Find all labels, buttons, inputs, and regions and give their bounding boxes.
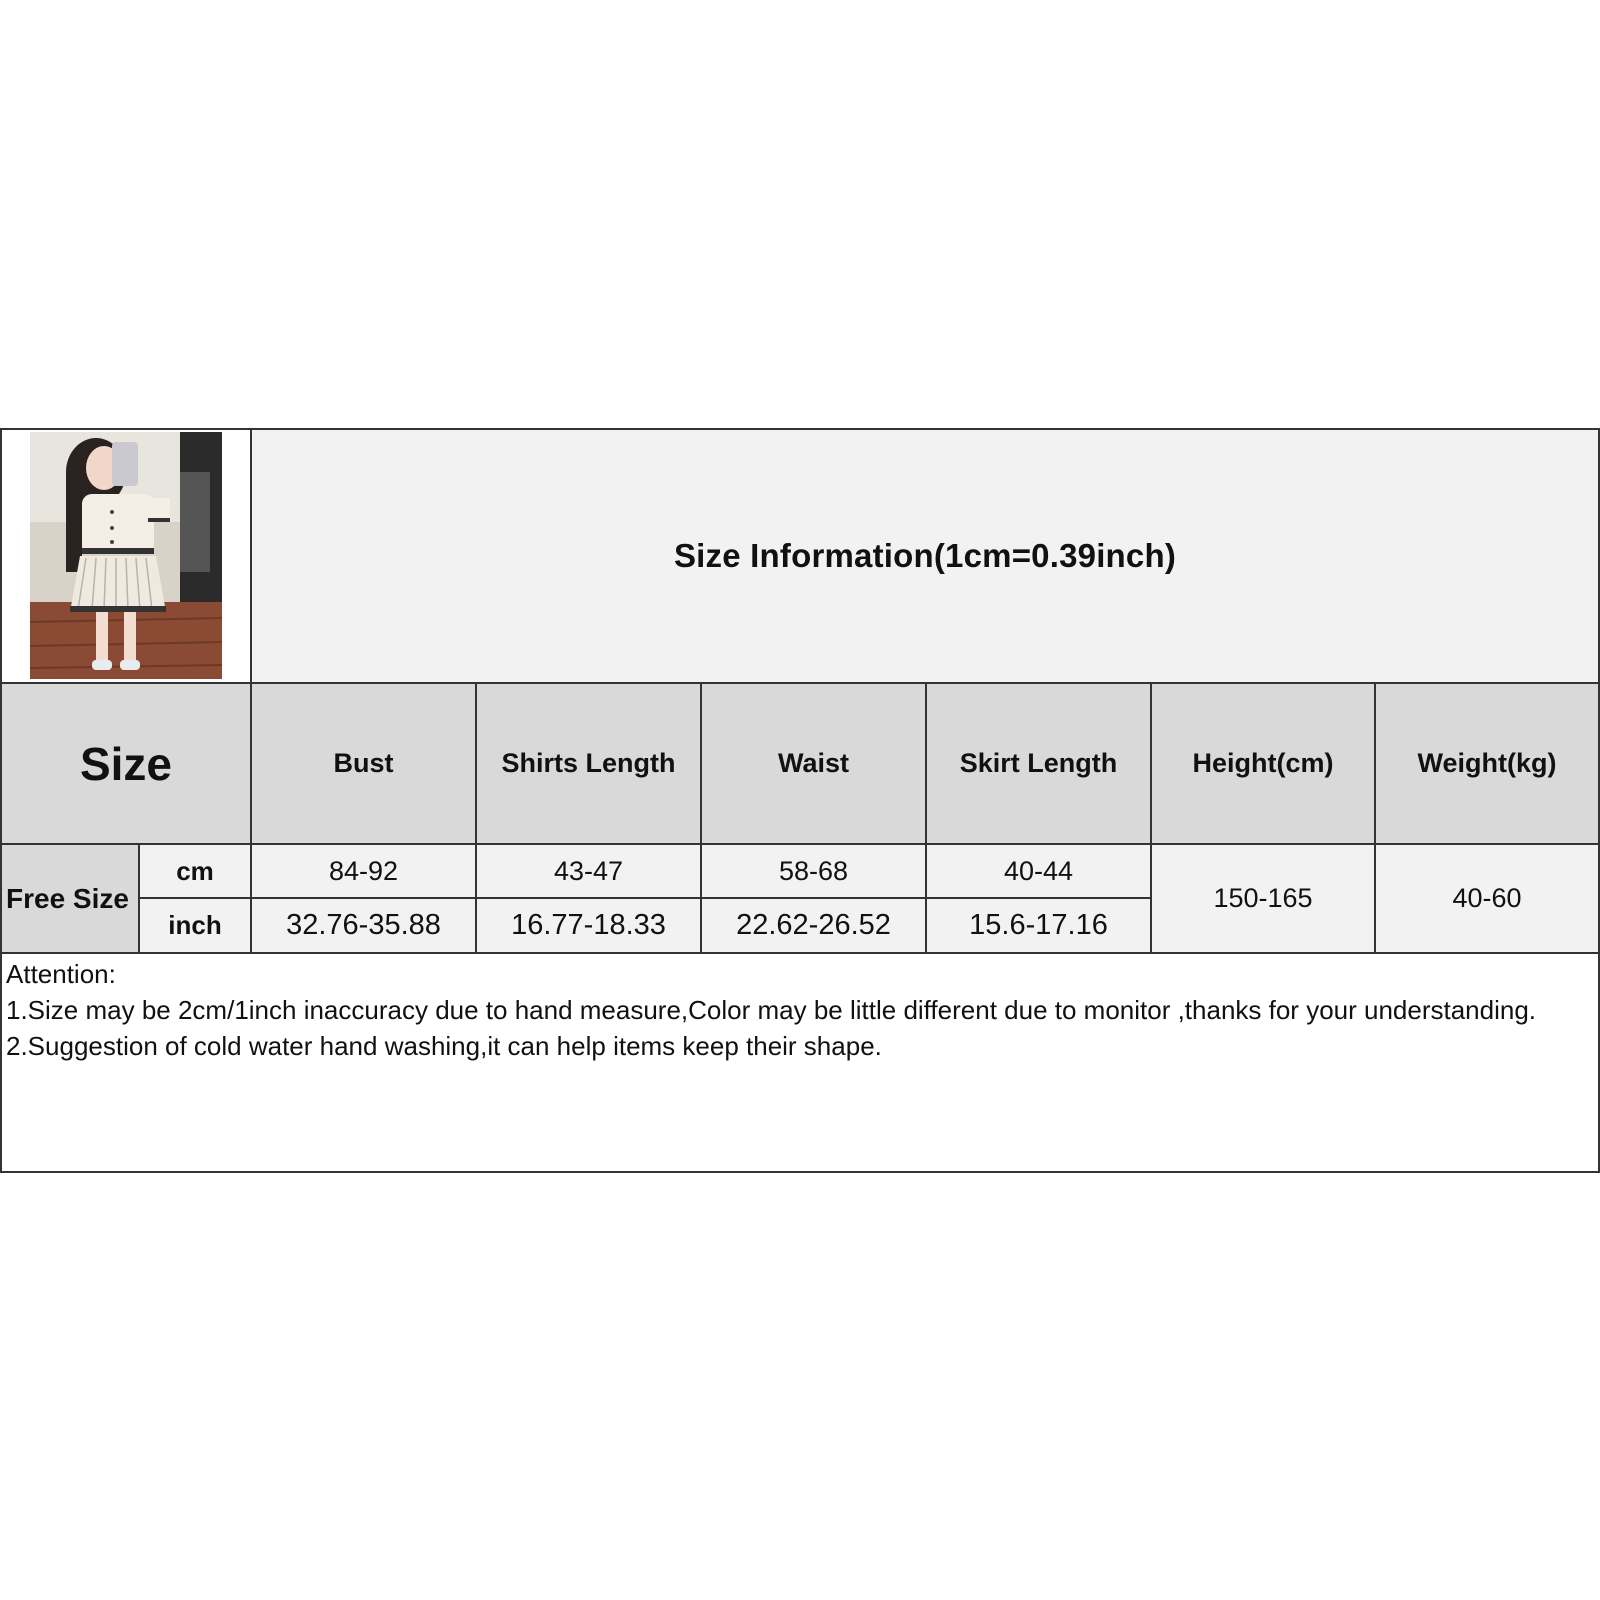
free-size-label: Free Size: [6, 882, 129, 914]
notes-line-2: 2.Suggestion of cold water hand washing,it can help items keep their shape.: [6, 1031, 882, 1061]
notes-line-1: 1.Size may be 2cm/1inch inaccuracy due to hand measure,Color may be little different due to monitor ,thanks for your understanding.: [6, 995, 1537, 1025]
product-photo: [30, 432, 222, 679]
column-header-label: Skirt Length: [959, 748, 1118, 778]
table-cell: [477, 845, 700, 897]
table-cell: [477, 899, 700, 952]
waist-cm-value: 58-68: [778, 855, 849, 886]
product-photo-cell: [2, 430, 250, 682]
unit-cm-cell: [140, 845, 250, 897]
column-header-label: Bust: [333, 748, 394, 778]
skirt-length-inch-value: 15.6-17.16: [969, 909, 1108, 941]
column-header-label: Waist: [777, 748, 849, 778]
column-header-label: Weight(kg): [1417, 748, 1557, 778]
column-header-weight: [1376, 684, 1598, 843]
height-cell: [1152, 845, 1374, 952]
column-header-label: Shirts Length: [501, 748, 676, 778]
table-cell: [927, 845, 1150, 897]
table-cell: [927, 899, 1150, 952]
table-cell: [702, 899, 925, 952]
table-cell: [702, 845, 925, 897]
weight-value: 40-60: [1452, 883, 1522, 913]
bust-inch-value: 32.76-35.88: [286, 909, 441, 941]
page-title: Size Information(1cm=0.39inch): [673, 537, 1177, 574]
unit-inch-cell: [140, 899, 250, 952]
column-header-waist: [702, 684, 925, 843]
size-chart: [0, 428, 1600, 1173]
unit-inch-label: inch: [168, 910, 222, 940]
column-header-label: Height(cm): [1192, 748, 1334, 778]
unit-cm-label: cm: [176, 855, 214, 886]
height-value: 150-165: [1213, 883, 1313, 913]
shirts-length-inch-value: 16.77-18.33: [511, 909, 666, 941]
size-header-cell: [2, 684, 250, 843]
title-cell: [252, 430, 1598, 682]
weight-cell: [1376, 845, 1598, 952]
column-header-skirt-length: [927, 684, 1150, 843]
column-header-shirts-length: [477, 684, 700, 843]
column-header-height: [1152, 684, 1374, 843]
shirts-length-cm-value: 43-47: [553, 855, 624, 886]
attention-notes: [6, 956, 1566, 1064]
skirt-length-cm-value: 40-44: [1003, 855, 1074, 886]
column-header-bust: [252, 684, 475, 843]
free-size-cell: [2, 845, 138, 952]
table-cell: [252, 899, 475, 952]
bust-cm-value: 84-92: [328, 855, 399, 886]
table-cell: [252, 845, 475, 897]
size-header: Size: [79, 737, 173, 790]
waist-inch-value: 22.62-26.52: [736, 909, 891, 941]
notes-heading: Attention:: [6, 959, 116, 989]
